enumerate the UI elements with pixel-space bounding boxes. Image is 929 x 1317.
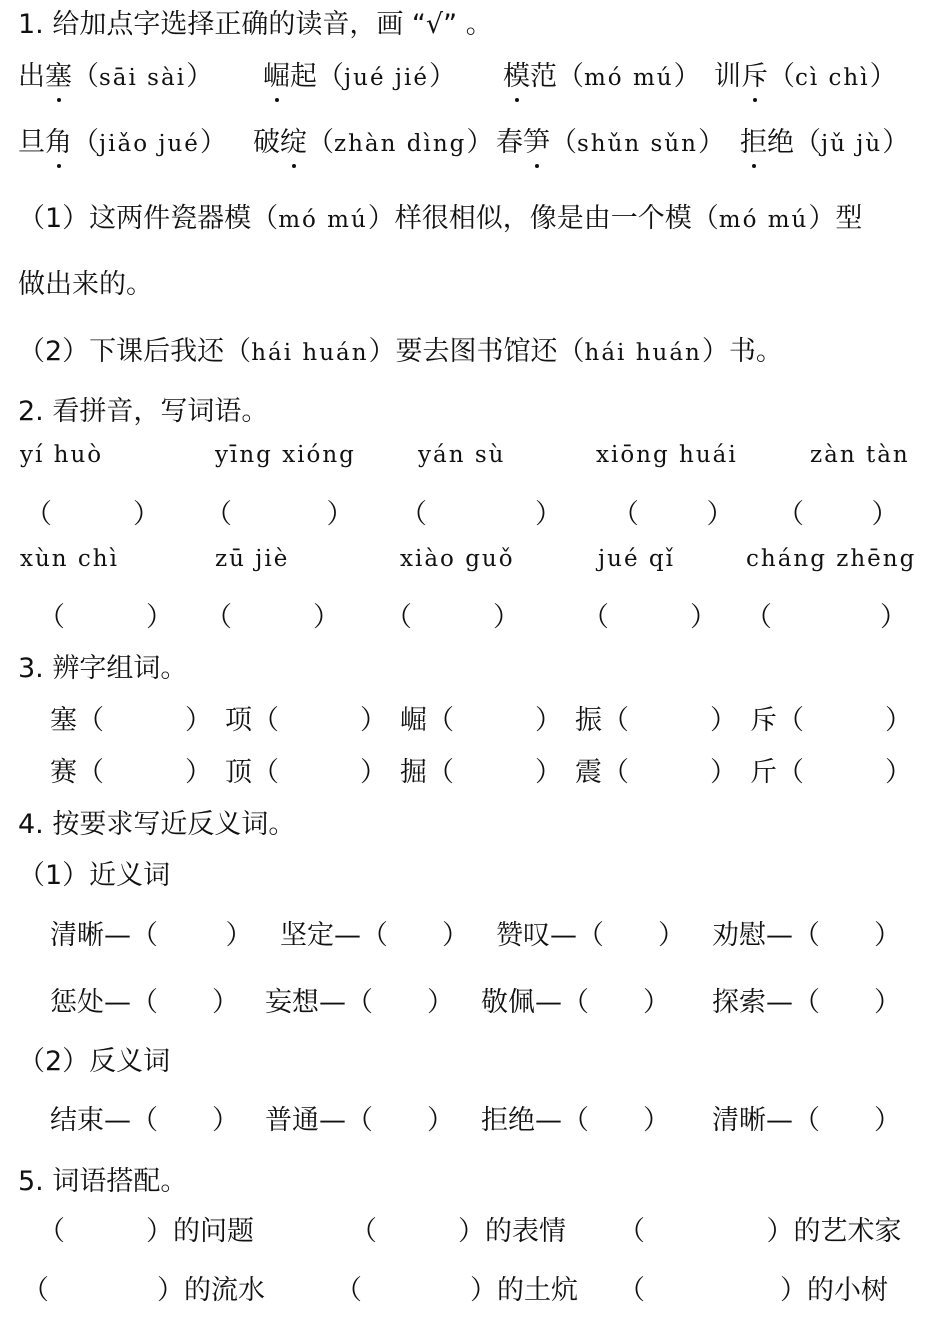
q1-item-char: 春: [496, 127, 523, 158]
q3-char: 崛: [400, 705, 427, 736]
q1-item-6: 破绽（zhàn dìng）: [253, 120, 493, 159]
q1-item-1: 出塞（sāi sài）: [18, 54, 213, 93]
q4-word: 拒绝: [481, 1105, 535, 1136]
q1-item-pinyin[interactable]: jué jié: [344, 65, 429, 91]
q1-s1-text-a: （1）这两件瓷器模（: [18, 203, 279, 234]
q3-title: 3. 辨字组词。: [18, 653, 188, 684]
answer-blank[interactable]: （ ）: [618, 1216, 794, 1247]
q4-subtitle-synonyms: （1）近义词: [18, 860, 171, 891]
q1-item-pinyin[interactable]: jǔ jù: [821, 131, 883, 157]
answer-blank[interactable]: （ ）: [205, 602, 340, 633]
answer-blank[interactable]: （ ）: [777, 757, 912, 788]
q2-pinyin: jué qǐ: [598, 546, 675, 572]
q1-item-5: 旦角（jiǎo jué）: [18, 120, 227, 159]
q1-item-3: 模范（mó mú）: [503, 54, 701, 93]
q2-pinyin: cháng zhēng: [746, 546, 917, 572]
q4-word: 劝慰: [712, 920, 766, 951]
answer-blank[interactable]: （ ）: [612, 499, 734, 530]
answer-blank[interactable]: （ ）: [131, 1105, 239, 1136]
q4-item: 劝慰—（ ）: [712, 920, 901, 951]
answer-blank[interactable]: （ ）: [38, 602, 173, 633]
answer-blank[interactable]: （ ）: [361, 920, 469, 951]
answer-blank[interactable]: （ ）: [38, 1216, 173, 1247]
q1-item-dotted-char: 塞: [45, 54, 72, 93]
q5-phrase: 的表情: [485, 1216, 566, 1247]
q1-s2-text-c: ）书。: [701, 336, 783, 367]
q1-item-pinyin[interactable]: shǔn sǔn: [577, 131, 698, 157]
q4-item: 坚定—（ ）: [280, 920, 469, 951]
q1-s1-pinyin-a[interactable]: mó mú: [278, 207, 368, 233]
q1-s2-pinyin-a[interactable]: hái huán: [251, 340, 369, 366]
q1-item-dotted-char: 角: [45, 120, 72, 159]
q2-title: 2. 看拼音，写词语。: [18, 396, 269, 427]
answer-blank[interactable]: （ ）: [427, 757, 562, 788]
answer-blank[interactable]: （ ）: [205, 499, 354, 530]
q3-item: [225, 698, 387, 737]
q1-title: 1. 给加点字选择正确的读音，画 “√” 。: [18, 9, 493, 40]
answer-blank[interactable]: （ ）: [618, 1275, 807, 1306]
q2-pinyin: xiào guǒ: [400, 546, 515, 572]
answer-blank[interactable]: （ ）: [22, 1275, 184, 1306]
answer-blank[interactable]: （ ）: [400, 499, 562, 530]
q5-item: [618, 1268, 888, 1307]
q1-s2-pinyin-b[interactable]: hái huán: [584, 340, 702, 366]
answer-blank[interactable]: （ ）: [562, 1105, 670, 1136]
q4-title: 4. 按要求写近反义词。: [18, 809, 296, 840]
q3-char: 斥: [750, 705, 777, 736]
q1-item-pinyin[interactable]: zhàn dìng: [334, 131, 467, 157]
answer-blank[interactable]: （ ）: [131, 920, 253, 951]
answer-blank[interactable]: （ ）: [346, 987, 454, 1018]
q4-item: 清晰—（ ）: [50, 920, 253, 951]
q4-word: 敬佩: [481, 987, 535, 1018]
q1-item-pinyin[interactable]: mó mú: [584, 65, 674, 91]
q3-item: [575, 750, 737, 789]
q5-item: [22, 1268, 265, 1307]
q2-pinyin: yīng xióng: [215, 442, 356, 468]
answer-blank[interactable]: （ ）: [131, 987, 239, 1018]
q4-word: 坚定: [280, 920, 334, 951]
q1-item-char: 旦: [18, 127, 45, 158]
q1-item-char: 起: [290, 61, 317, 92]
q3-char: 斤: [750, 757, 777, 788]
q3-item: [400, 698, 562, 737]
q5-phrase: 的小树: [807, 1275, 888, 1306]
q2-pinyin: yí huò: [20, 442, 104, 468]
q1-s2-text-b: ）要去图书馆还（: [368, 336, 585, 367]
q1-item-char: 范: [530, 61, 557, 92]
q1-sentence-2: [18, 329, 783, 368]
q2-pinyin: xùn chì: [20, 546, 119, 572]
answer-blank[interactable]: （ ）: [25, 499, 160, 530]
q3-char: 项: [225, 705, 252, 736]
q3-item: [225, 750, 387, 789]
q1-sentence-1-cont: 做出来的。: [18, 269, 153, 300]
q1-item-pinyin[interactable]: cì chì: [795, 65, 870, 91]
q1-item-2: 崛起（jué jié）: [263, 54, 456, 93]
q3-item: [50, 750, 212, 789]
q1-item-4: 训斥（cì chì）: [714, 54, 897, 93]
q3-item: [750, 750, 912, 789]
q4-word: 清晰: [50, 920, 104, 951]
answer-blank[interactable]: （ ）: [252, 705, 387, 736]
q5-item: [335, 1268, 578, 1307]
q4-item: 探索—（ ）: [712, 987, 901, 1018]
q4-item: 惩处—（ ）: [50, 987, 239, 1018]
answer-blank[interactable]: （ ）: [793, 920, 901, 951]
q1-s2-text-a: （2）下课后我还（: [18, 336, 252, 367]
q1-item-dotted-char: 斥: [741, 54, 768, 93]
q1-item-dotted-char: 崛: [263, 54, 290, 93]
q1-item-char: 训: [714, 61, 741, 92]
q4-word: 赞叹: [496, 920, 550, 951]
q4-word: 清晰: [712, 1105, 766, 1136]
q1-item-7: 春笋（shǔn sǔn）: [496, 120, 725, 159]
q4-item: 清晰—（ ）: [712, 1105, 901, 1136]
q5-phrase: 的流水: [184, 1275, 265, 1306]
q1-item-pinyin[interactable]: jiǎo jué: [99, 131, 200, 157]
q3-item: [50, 698, 212, 737]
q3-item: [750, 698, 912, 737]
answer-blank[interactable]: （ ）: [582, 602, 717, 633]
q5-item: [38, 1209, 254, 1248]
answer-blank[interactable]: （ ）: [252, 757, 387, 788]
answer-blank[interactable]: （ ）: [346, 1105, 454, 1136]
q2-pinyin: yán sù: [418, 442, 506, 468]
q5-phrase: 的土炕: [497, 1275, 578, 1306]
answer-blank[interactable]: （ ）: [777, 499, 899, 530]
q1-item-char: 绝: [767, 127, 794, 158]
q4-word: 结束: [50, 1105, 104, 1136]
q4-subtitle-antonyms: （2）反义词: [18, 1046, 171, 1077]
q5-title: 5. 词语搭配。: [18, 1166, 188, 1197]
q5-item: [350, 1209, 566, 1248]
q2-pinyin: zū jiè: [215, 546, 290, 572]
answer-blank[interactable]: （ ）: [77, 705, 212, 736]
q2-pinyin: xiōng huái: [596, 442, 738, 468]
q3-item: [575, 698, 737, 737]
q1-sentence-1: [18, 196, 862, 235]
q4-word: 探索: [712, 987, 766, 1018]
q3-item: [400, 750, 562, 789]
q3-char: 赛: [50, 757, 77, 788]
answer-blank[interactable]: （ ）: [77, 757, 212, 788]
q1-s1-text-c: ）型: [808, 203, 863, 234]
q3-char: 顶: [225, 757, 252, 788]
q1-item-dotted-char: 模: [503, 54, 530, 93]
q2-pinyin: zàn tàn: [810, 442, 910, 468]
q4-item: 结束—（ ）: [50, 1105, 239, 1136]
q1-item-char: 破: [253, 127, 280, 158]
q5-item: [618, 1209, 902, 1248]
q5-phrase: 的艺术家: [793, 1216, 902, 1247]
answer-blank[interactable]: （ ）: [777, 705, 912, 736]
q3-char: 塞: [50, 705, 77, 736]
answer-blank[interactable]: （ ）: [793, 987, 901, 1018]
answer-blank[interactable]: （ ）: [335, 1275, 497, 1306]
q3-char: 掘: [400, 757, 427, 788]
answer-blank[interactable]: （ ）: [350, 1216, 485, 1247]
q4-item: 普通—（ ）: [265, 1105, 454, 1136]
q1-item-8: 拒绝（jǔ jù）: [740, 120, 909, 159]
q5-phrase: 的问题: [173, 1216, 254, 1247]
q4-word: 妄想: [265, 987, 319, 1018]
q1-s1-pinyin-b[interactable]: mó mú: [718, 207, 809, 233]
q4-item: 拒绝—（ ）: [481, 1105, 670, 1136]
answer-blank[interactable]: （ ）: [385, 602, 520, 633]
answer-blank[interactable]: （ ）: [745, 602, 907, 633]
q1-item-pinyin[interactable]: sāi sài: [99, 65, 187, 91]
answer-blank[interactable]: （ ）: [427, 705, 562, 736]
q3-char: 振: [575, 705, 602, 736]
q4-item: 赞叹—（ ）: [496, 920, 685, 951]
answer-blank[interactable]: （ ）: [602, 757, 737, 788]
q1-s1-text-b: ）样很相似，像是由一个模（: [367, 203, 719, 234]
q4-item: 妄想—（ ）: [265, 987, 454, 1018]
q1-item-dotted-char: 绽: [280, 120, 307, 159]
q4-word: 惩处: [50, 987, 104, 1018]
answer-blank[interactable]: （ ）: [602, 705, 737, 736]
q1-item-char: 出: [18, 61, 45, 92]
q1-item-dotted-char: 笋: [523, 120, 550, 159]
q1-item-dotted-char: 拒: [740, 120, 767, 159]
answer-blank[interactable]: （ ）: [793, 1105, 901, 1136]
q4-item: 敬佩—（ ）: [481, 987, 670, 1018]
q3-char: 震: [575, 757, 602, 788]
q4-word: 普通: [265, 1105, 319, 1136]
answer-blank[interactable]: （ ）: [562, 987, 670, 1018]
answer-blank[interactable]: （ ）: [577, 920, 685, 951]
